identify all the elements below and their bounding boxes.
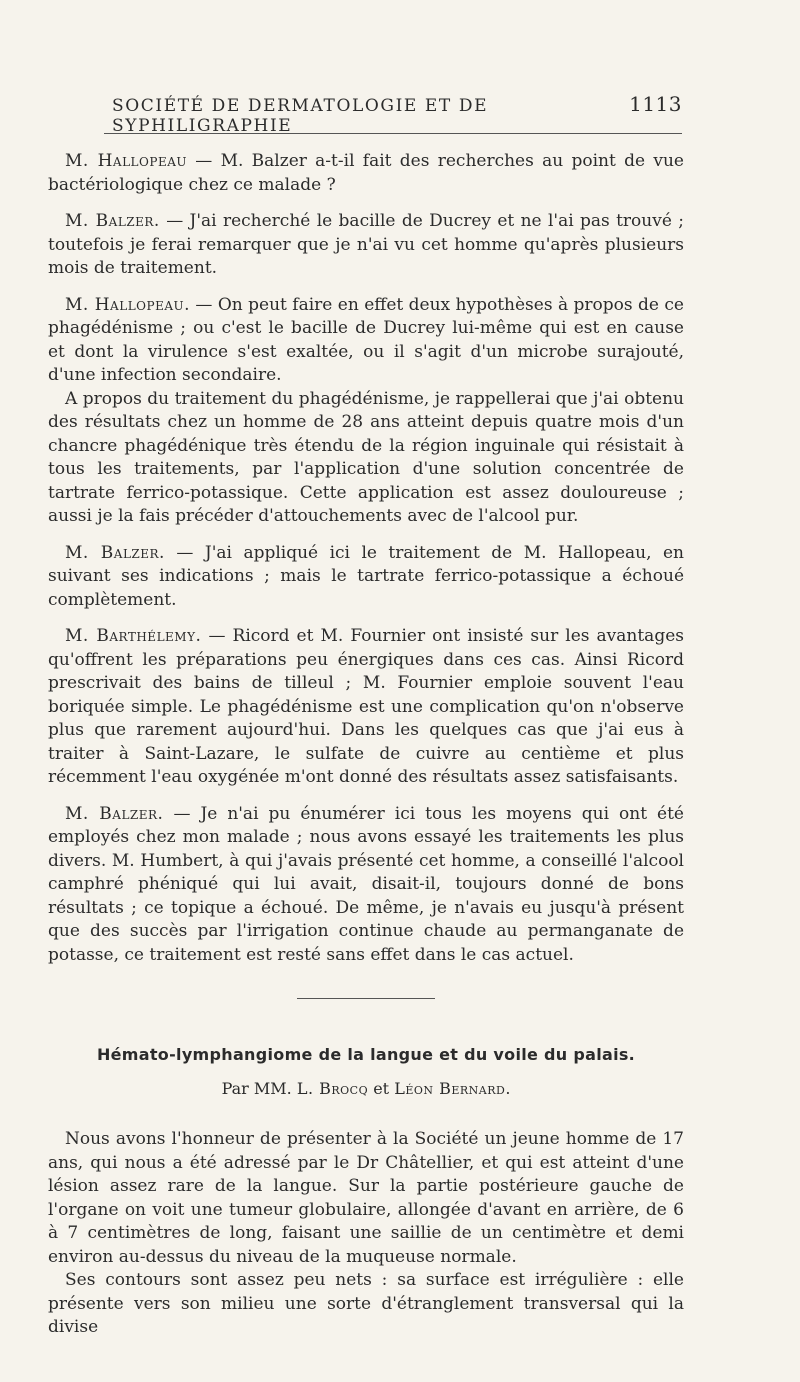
paragraph: M. Balzer. — Je n'ai pu énumérer ici tous les moyens qui ont été employés chez mon malade ; nous avons essayé les traitements les plus divers. M. Humbert, à qui j'avais présenté cet homme, a conseillé l'alcool camphré phéniqué qui lui avait, disait-il, toujours donné de bons résultats ; ce topique a échoué. De même, je n'avais eu jusqu'à présent que des succès par l'irrigation continue chaude au permanganate de potasse, ce traitement est resté sans effet dans le cas actuel. bbox=[48, 803, 684, 965]
paragraph: M. Hallopeau. — On peut faire en effet deux hypothèses à propos de ce phagédénisme ; ou c'est le bacille de Ducrey lui-même qui est en cause et dont la virulence s'est exaltée, ou il s'agit d'un microbe surajouté, d'une infection secondaire. bbox=[48, 294, 684, 385]
paragraph: Ses contours sont assez peu nets : sa surface est irrégulière : elle présente vers son milieu une sorte d'étranglement transversal qui la divise bbox=[48, 1270, 684, 1337]
section-separator bbox=[297, 998, 435, 999]
header-rule bbox=[104, 133, 682, 134]
paragraph: M. Barthélemy. — Ricord et M. Fournier ont insisté sur les avantages qu'offrent les préparations peu énergiques dans ces cas. Ainsi Ricord prescrivait des bains de tilleul ; M. Fournier emploie souvent l'eau boriquée simple. Le phagédénisme est une complication qu'on n'observe plus que rarement aujourd'hui. Dans les quelques cas que j'ai eus à traiter à Saint-Lazare, le sulfate de cuivre au centième et plus récemment l'eau oxygénée m'ont donné des résultats assez satisfaisants. bbox=[48, 626, 684, 787]
paragraph: A propos du traitement du phagédénisme, je rappellerai que j'ai obtenu des résultats chez un homme de 28 ans atteint depuis quatre mois d'un chancre phagédénique très étendu de la région inguinale qui résistait à tous les traitements, par l'application d'une solution concentrée de tartrate ferrico-potassique. Cette application est assez douloureuse ; aussi je la fais précéder d'attouchements avec de l'alcool pur. bbox=[48, 388, 684, 526]
paragraph: Nous avons l'honneur de présenter à la Société un jeune homme de 17 ans, qui nous a été adressé par le Dr Châtellier, et qui est atteint d'une lésion assez rare de la langue. Sur la partie postérieure gauche de l'organe on voit une tumeur globulaire, allongée d'avant en arrière, de 6 à 7 centimètres de long, faisant une saillie de un centimètre et demi environ au-dessus du niveau de la muqueuse normale. bbox=[48, 1129, 684, 1267]
paragraph: M. Hallopeau — M. Balzer a-t-il fait des recherches au point de vue bactériologique chez ce malade ? bbox=[48, 151, 684, 195]
speaker: M. Balzer. bbox=[65, 211, 160, 231]
running-title: SOCIÉTÉ DE DERMATOLOGIE ET DE SYPHILIGRAPHIE bbox=[112, 96, 489, 136]
paragraph: M. Balzer. — J'ai appliqué ici le traitement de M. Hallopeau, en suivant ses indications ; mais le tartrate ferrico-potassique a échoué complètement. bbox=[48, 542, 684, 610]
speaker: M. Hallopeau bbox=[65, 151, 187, 171]
author-bernard: Léon Bernard bbox=[394, 1078, 506, 1098]
page-number: 1113 bbox=[629, 92, 682, 116]
paragraph: M. Balzer. — J'ai recherché le bacille de Ducrey et ne l'ai pas trouvé ; toutefois je ferai remarquer que je n'ai vu cet homme qu'après plusieurs mois de traitement. bbox=[48, 211, 684, 278]
speaker: M. Hallopeau. bbox=[65, 294, 191, 315]
speaker: M. Barthélemy. bbox=[65, 626, 202, 646]
speaker: M. Balzer. bbox=[65, 542, 165, 563]
author-brocq: L. Brocq bbox=[296, 1078, 369, 1098]
speaker: M. Balzer. bbox=[65, 803, 164, 824]
running-head bbox=[112, 92, 682, 136]
byline: Par MM. L. Brocq et Léon Bernard. bbox=[221, 1078, 511, 1098]
article-title: Hémato-lymphangiome de la langue et du voile du palais. bbox=[96, 1045, 636, 1064]
body-text bbox=[48, 150, 684, 1340]
